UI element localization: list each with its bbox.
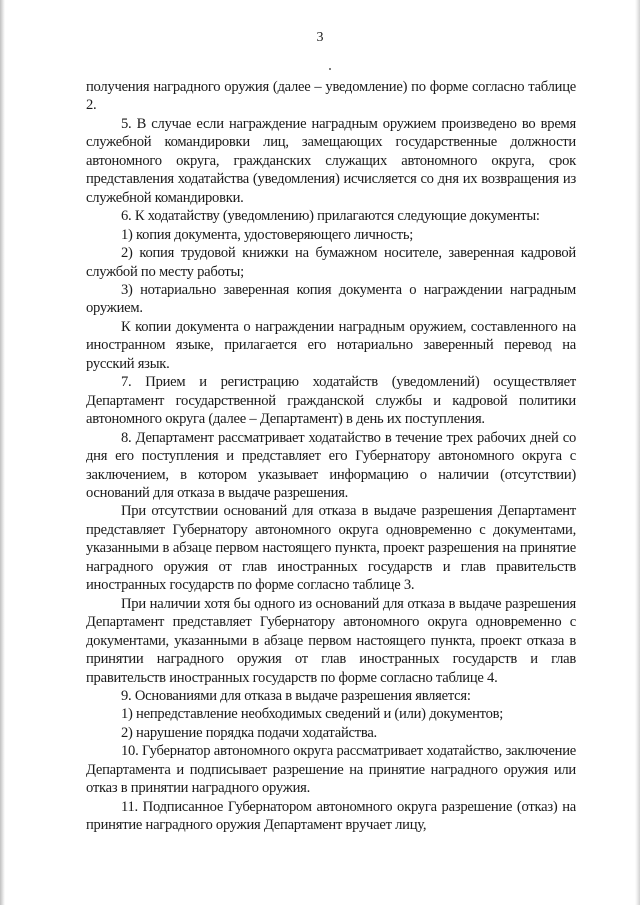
paragraph: 1) непредставление необходимых сведений и (или) документов;	[121, 706, 504, 723]
paragraph: 7. Прием и регистрацию ходатайств (уведомлений) осуществляет Департамент государственной гражданской службы и кадровой политики автономного округа (далее – Департамент) в день их поступления.	[86, 374, 576, 428]
page-number: 3	[316, 30, 324, 45]
paragraph: 2) нарушение порядка подачи ходатайства.	[121, 724, 377, 741]
paragraph: получения наградного оружия (далее – уведомление) по форме согласно таблице 2.	[86, 79, 576, 114]
scan-speck	[329, 68, 331, 70]
paragraph: 8. Департамент рассматривает ходатайство в течение трех рабочих дней со дня его поступления и представляет его Губернатору автономного округа с заключением, в котором указывает информацию о наличии (отсутствии) оснований для отказа в выдаче разрешения.	[86, 429, 576, 501]
paragraph: 10. Губернатор автономного округа рассматривает ходатайство, заключение Департамента и подписывает разрешение на принятие наградного оружия или отказ в принятии наградного оружия.	[86, 743, 576, 797]
paragraph: 5. В случае если награждение наградным оружием произведено во время служебной командировки лиц, замещающих государственные должности автономного округа, гражданских служащих автономного округа, срок представления ходатайства (уведомления) исчисляется со дня их возвращения из служебной командировки.	[86, 115, 576, 206]
paragraph: При наличии хотя бы одного из оснований для отказа в выдаче разрешения Департамент представляет Губернатору автономного округа одновременно с документами, указанными в абзаце первом настоящего пункта, проект отказа в принятии наградного оружия от глав иностранных государств и глав правительств иностранных государств по форме согласно таблице 4.	[86, 595, 576, 686]
paragraph: При отсутствии оснований для отказа в выдаче разрешения Департамент представляет Губернатору автономного округа одновременно с документами, указанными в абзаце первом настоящего пункта, проект разрешения на принятие наградного оружия от глав иностранных государств и глав правительств иностранных государств по форме согласно таблице 3.	[86, 503, 576, 594]
paragraph: 11. Подписанное Губернатором автономного округа разрешение (отказ) на принятие наградного оружия Департамент вручает лицу,	[86, 798, 576, 834]
paragraph: 1) копия документа, удостоверяющего личность;	[121, 226, 414, 243]
paragraph: К копии документа о награждении наградным оружием, составленного на иностранном языке, прилагается его нотариально заверенный перевод на русский язык.	[86, 318, 576, 372]
paragraph: 9. Основаниями для отказа в выдаче разрешения является:	[121, 687, 471, 704]
scan-edge-left	[0, 0, 5, 905]
paragraph: 3) нотариально заверенная копия документа о награждении наградным оружием.	[86, 281, 576, 317]
paragraph: 2) копия трудовой книжки на бумажном носителе, заверенная кадровой службой по месту работы;	[86, 245, 576, 280]
scan-edge-right	[635, 0, 640, 905]
paragraph: 6. К ходатайству (уведомлению) прилагаются следующие документы:	[121, 208, 540, 225]
document-body	[86, 78, 576, 835]
